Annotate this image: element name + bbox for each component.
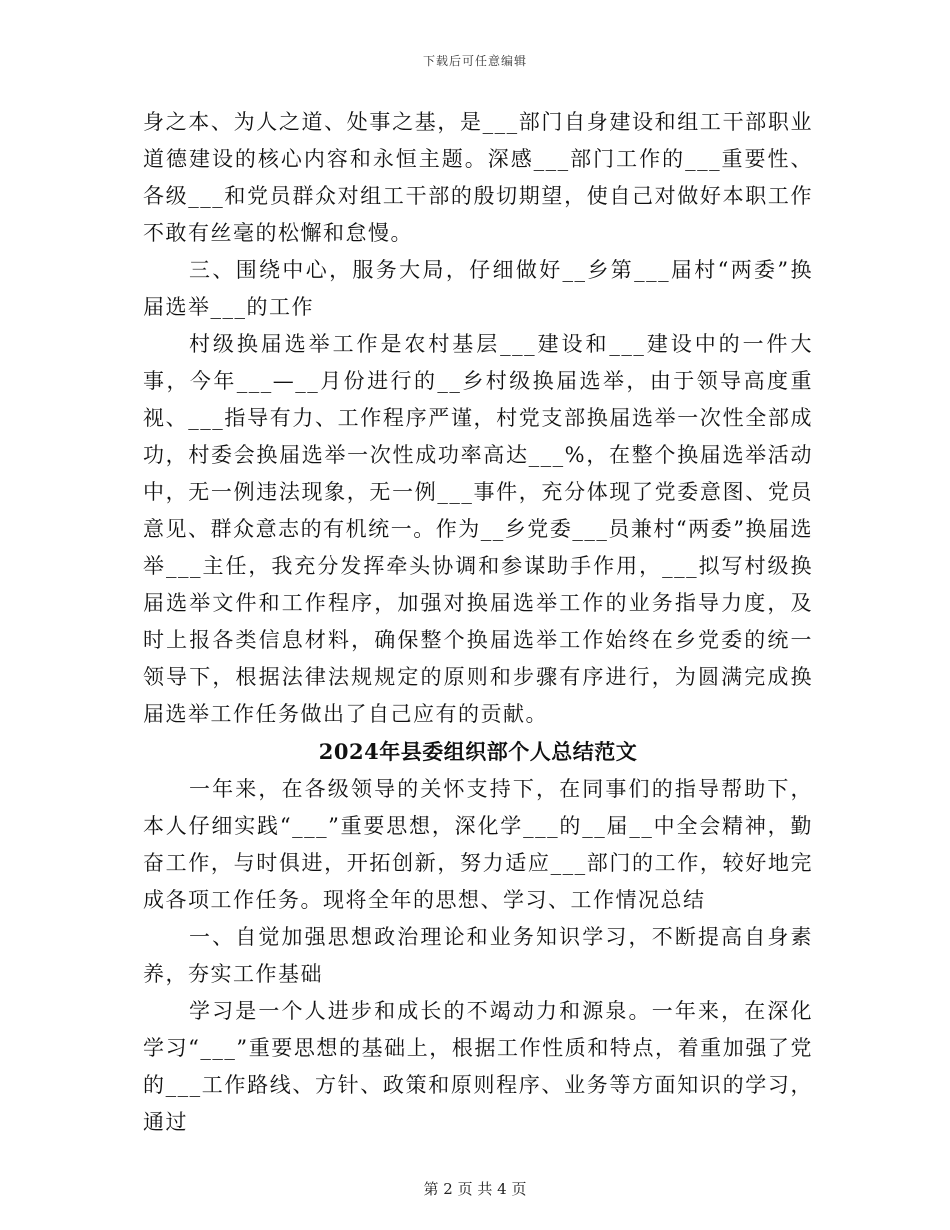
paragraph-section-one-heading: 一、自觉加强思想政治理论和业务知识学习，不断提高自身素养，夯实工作基础 [143, 925, 813, 986]
page-header-note: 下载后可任意编辑 [422, 54, 527, 68]
paragraph-section-three-heading: 三、围绕中心，服务大局，仔细做好__乡第___届村“两委”换届选举___的工作 [143, 258, 813, 319]
section-title: 2024年县委组织部个人总结范文 [318, 739, 638, 764]
paragraph-continued: 身之本、为人之道、处事之基，是___部门自身建设和组工干部职业道德建设的核心内容和永恒主题。深感___部门工作的___重要性、各级___和党员群众对组工干部的殷切期望，使自己对做好本职工作不敢有丝毫的松懈和怠慢。 [143, 110, 813, 245]
paragraph-election-work: 村级换届选举工作是农村基层___建设和___建设中的一件大事，今年___—__月份进行的__乡村级换届选举，由于领导高度重视、___指导有力、工作程序严谨，村党支部换届选举一次性全部成功，村委会换届选举一次性成功率高达___%，在整个换届选举活动中，无一例违法现象，无一例___事件，充分体现了党委意图、党员意见、群众意志的有机统一。作为__乡党委___员兼村“两委”换届选举___主任，我充分发挥牵头协调和参谋助手作用，___拟写村级换届选举文件和工作程序，加强对换届选举工作的业务指导力度，及时上报各类信息材料，确保整个换届选举工作始终在乡党委的统一领导下，根据法律法规规定的原则和步骤有序进行，为圆满完成换届选举工作任务做出了自己应有的贡献。 [143, 332, 813, 726]
paragraph-intro: 一年来，在各级领导的关怀支持下，在同事们的指导帮助下，本人仔细实践“___”重要思想，深化学___的__届__中全会精神，勤奋工作，与时俱进，开拓创新，努力适应___部门的工作，较好地完成各项工作任务。现将全年的思想、学习、工作情况总结 [143, 777, 813, 912]
document-body [143, 104, 813, 1141]
page-footer: 第 2 页 共 4 页 [423, 1180, 527, 1198]
paragraph-learning: 学习是一个人进步和成长的不竭动力和源泉。一年来，在深化学习“___”重要思想的基础上，根据工作性质和特点，着重加强了党的___工作路线、方针、政策和原则程序、业务等方面知识的学习，通过 [143, 999, 813, 1134]
